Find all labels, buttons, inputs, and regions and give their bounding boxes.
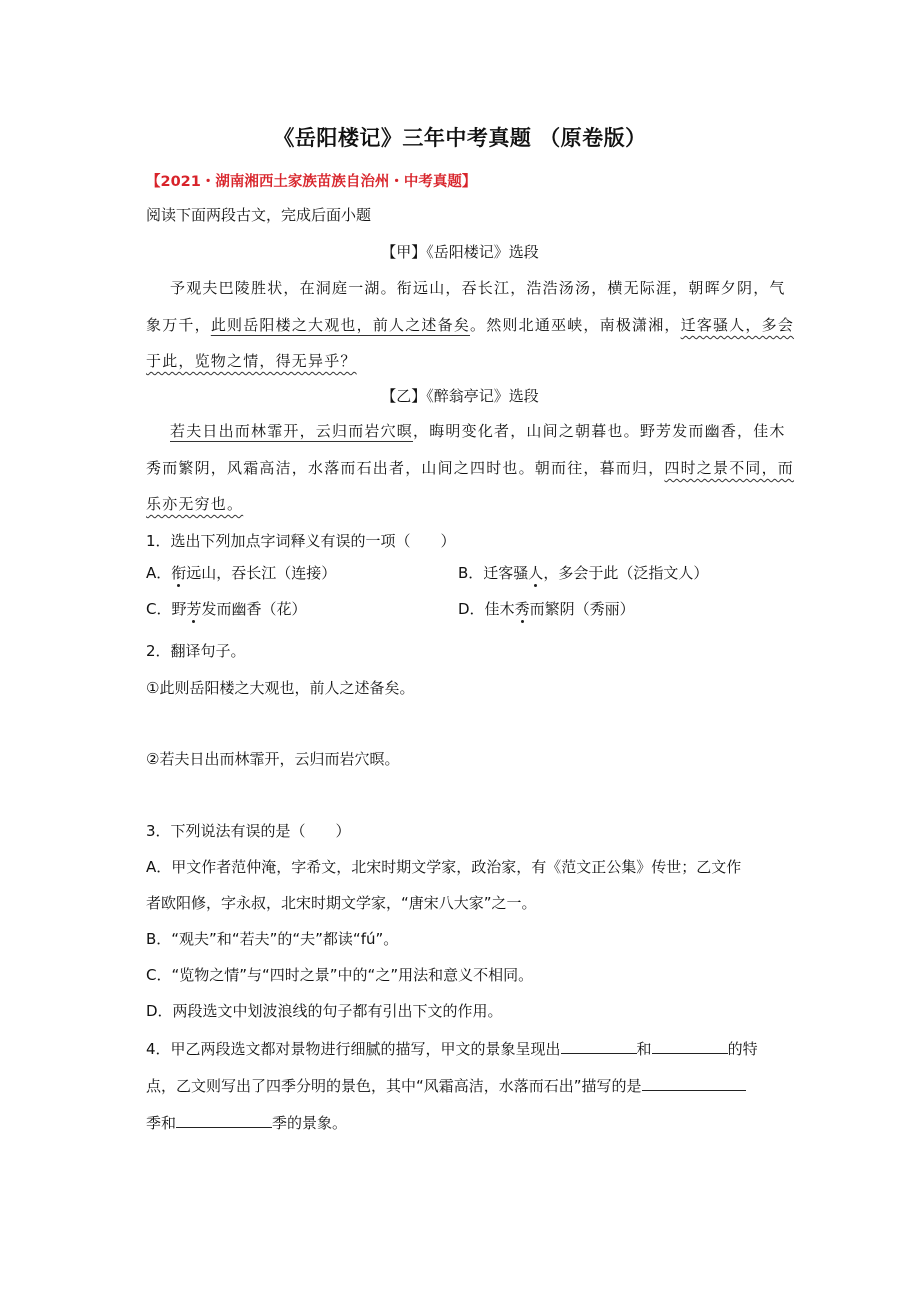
dotted-character: 芳 [186, 600, 202, 618]
answer-blank[interactable] [561, 1037, 637, 1054]
question-1-option-a [146, 562, 336, 583]
passage-a-line [146, 314, 794, 335]
question-3-stem: 3．下列说法有误的是（ ） [146, 822, 351, 840]
dotted-character: 人 [528, 564, 544, 582]
page-title: 《岳阳楼记》三年中考真题 （原卷版） [273, 126, 647, 150]
underlined-sentence: 此则岳阳楼之大观也，前人之述备矣 [210, 316, 471, 334]
passage-text: ，晦明变化者，山间之朝暮也。野芳发而幽香，佳木 [413, 422, 786, 440]
option-text: A． [146, 564, 172, 582]
instructions: 阅读下面两段古文，完成后面小题 [146, 206, 372, 224]
question-text: 4．甲乙两段选文都对景物进行细腻的描写，甲文的景象呈现出 [146, 1040, 561, 1058]
answer-blank[interactable] [176, 1111, 272, 1128]
passage-b-line [146, 493, 243, 514]
question-3-option-a-cont: 者欧阳修，字永叔，北宋时期文学家，“唐宋八大家”之一。 [146, 894, 537, 912]
question-1-stem: 1．选出下列加点字词释义有误的一项（ ） [146, 532, 456, 550]
passage-text: 秀而繁阴，风霜高洁，水落而石出者，山间之四时也。朝而往，暮而归， [146, 459, 665, 477]
passage-a-line [146, 350, 357, 371]
question-text: 季和 [146, 1114, 177, 1132]
question-1-option-d [458, 598, 635, 619]
option-text: 发而幽香（花） [201, 600, 307, 618]
question-4-line [146, 1037, 758, 1059]
option-text: B．迁客骚 [458, 564, 529, 582]
question-2-stem: 2．翻译句子。 [146, 642, 246, 660]
passage-b-heading: 【乙】《醉翁亭记》选段 [381, 387, 539, 405]
dotted-character: 衔 [171, 564, 187, 582]
option-text: 而繁阴（秀丽） [529, 600, 635, 618]
question-3-option-d: D．两段选文中划波浪线的句子都有引出下文的作用。 [146, 1002, 503, 1020]
dotted-character: 秀 [514, 600, 530, 618]
option-text: C．野 [146, 600, 187, 618]
wavy-underlined-sentence: 四时之景不同，而 [664, 459, 795, 477]
wavy-underlined-sentence: 乐亦无穷也。 [146, 495, 244, 513]
passage-text: 象万千， [146, 316, 211, 334]
question-text: 的特 [727, 1040, 758, 1058]
answer-blank[interactable] [642, 1074, 746, 1091]
option-text: D．佳木 [458, 600, 515, 618]
wavy-underlined-sentence: 迁客骚人，多会 [680, 316, 795, 334]
passage-b-line [170, 420, 786, 441]
question-3-option-b: B．“观夫”和“若夫”的“夫”都读“fú”。 [146, 930, 399, 948]
question-1-option-c [146, 598, 307, 619]
question-text: 季的景象。 [272, 1114, 348, 1132]
question-3-option-a: A．甲文作者范仲淹，字希文，北宋时期文学家，政治家，有《范文正公集》传世；乙文作 [146, 858, 742, 876]
question-3-option-c: C．“览物之情”与“四时之景”中的“之”用法和意义不相同。 [146, 966, 534, 984]
passage-a-heading: 【甲】《岳阳楼记》选段 [381, 243, 539, 261]
question-1-option-b [458, 562, 708, 583]
question-text: 点，乙文则写出了四季分明的景色，其中“风霜高洁，水落而石出”描写的是 [146, 1077, 642, 1095]
option-text: 远山，吞长江（连接） [186, 564, 337, 582]
question-2-sentence-2: ②若夫日出而林霏开，云归而岩穴暝。 [146, 750, 400, 768]
passage-b-line [146, 457, 794, 478]
passage-text: 。然则北通巫峡，南极潇湘， [470, 316, 681, 334]
question-4-line [146, 1111, 347, 1133]
wavy-underlined-sentence: 于此，览物之情，得无异乎？ [146, 352, 357, 370]
question-text: 和 [636, 1040, 652, 1058]
question-4-line [146, 1074, 746, 1096]
option-text: ，多会于此（泛指文人） [543, 564, 709, 582]
source-label: 【2021・湖南湘西土家族苗族自治州・中考真题】 [146, 174, 477, 190]
underlined-sentence: 若夫日出而林霏开，云归而岩穴暝 [170, 422, 414, 440]
question-2-sentence-1: ①此则岳阳楼之大观也，前人之述备矣。 [146, 679, 415, 697]
answer-blank[interactable] [652, 1037, 728, 1054]
passage-a-line: 予观夫巴陵胜状，在洞庭一湖。衔远山，吞长江，浩浩汤汤，横无际涯，朝晖夕阴，气 [170, 279, 786, 297]
